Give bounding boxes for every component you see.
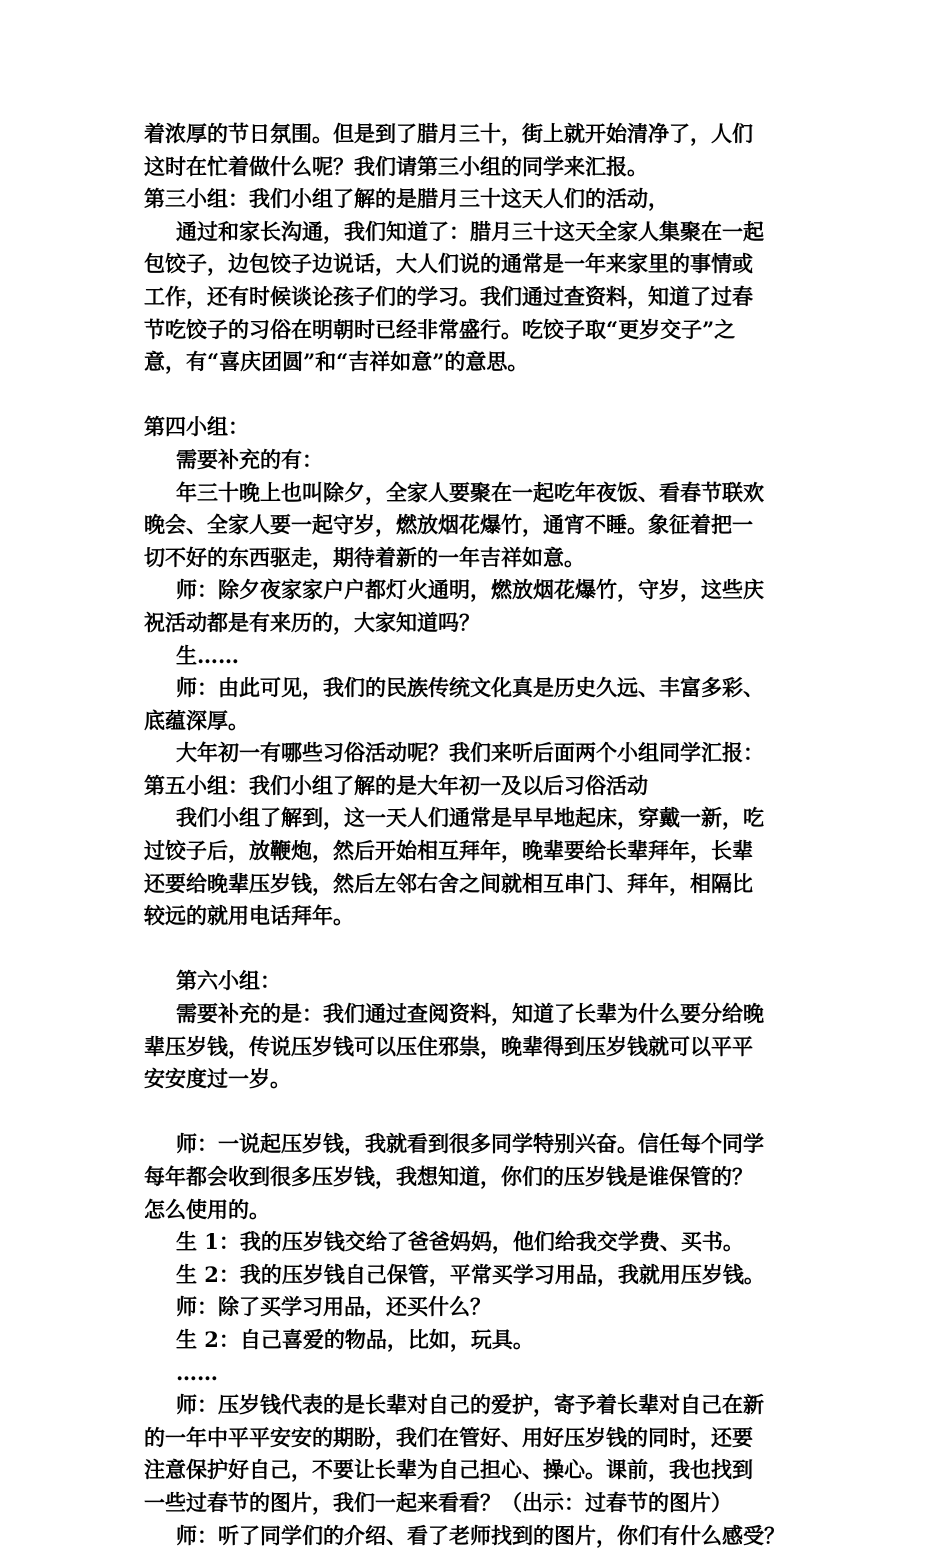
text-line: 这时在忙着做什么呢？我们请第三小组的同学来汇报。 xyxy=(144,153,648,179)
text-line: 我们小组了解到，这一天人们通常是早早地起床，穿戴一新，吃 xyxy=(176,805,764,831)
text-line: 过饺子后，放鞭炮，然后开始相互拜年，晚辈要给长辈拜年，长辈 xyxy=(144,838,753,864)
teacher-line: 师：一说起压岁钱，我就看到很多同学特别兴奋。信任每个同学 xyxy=(176,1131,764,1157)
teacher-line: 师：除夕夜家家户户都灯火通明，燃放烟花爆竹，守岁，这些庆 xyxy=(176,577,764,603)
paragraph-gap xyxy=(144,1096,824,1129)
student-line: 生 2：自己喜爱的物品，比如，玩具。 xyxy=(176,1326,534,1352)
text-line: 较远的就用电话拜年。 xyxy=(144,903,354,929)
text-line: 需要补充的有： xyxy=(176,446,323,472)
text-line: 注意保护好自己，不要让长辈为自己担心、操心。课前，我也找到 xyxy=(144,1457,753,1483)
group-5-heading: 第五小组：我们小组了解的是大年初一及以后习俗活动 xyxy=(144,772,648,798)
text-line: 包饺子，边包饺子边说话，大人们说的通常是一年来家里的事情或 xyxy=(144,251,753,277)
text-line: 每年都会收到很多压岁钱，我想知道，你们的压岁钱是谁保管的？ xyxy=(144,1164,753,1189)
text-line: 工作，还有时候谈论孩子们的学习。我们通过查资料，知道了过春 xyxy=(144,283,753,309)
ellipsis-line: …… xyxy=(176,1359,218,1385)
text-line: 需要补充的是：我们通过查阅资料，知道了长辈为什么要分给晚 xyxy=(176,1001,764,1027)
student-line: 生 2：我的压岁钱自己保管，平常买学习用品，我就用压岁钱。 xyxy=(176,1261,765,1287)
text-line: 祝活动都是有来历的，大家知道吗？ xyxy=(144,609,480,635)
student-line: 生…… xyxy=(176,642,239,668)
teacher-line: 师：压岁钱代表的是长辈对自己的爱护，寄予着长辈对自己在新 xyxy=(176,1392,764,1418)
teacher-line: 师：由此可见，我们的民族传统文化真是历史久远、丰富多彩、 xyxy=(176,675,764,701)
group-6-heading: 第六小组： xyxy=(176,968,281,994)
text-line: 切不好的东西驱走，期待着新的一年吉祥如意。 xyxy=(144,544,585,570)
text-line: 怎么使用的。 xyxy=(144,1196,270,1222)
group-3-heading: 第三小组：我们小组了解的是腊月三十这天人们的活动， xyxy=(144,186,669,212)
paragraph-gap xyxy=(144,379,824,412)
text-line: 晚会、全家人要一起守岁，燃放烟花爆竹，通宵不睡。象征着把一 xyxy=(144,512,753,538)
text-line: 辈压岁钱，传说压岁钱可以压住邪祟，晚辈得到压岁钱就可以平平 xyxy=(144,1033,753,1059)
text-line: 节吃饺子的习俗在明朝时已经非常盛行。吃饺子取“更岁交子”之 xyxy=(144,316,736,342)
text-line: 一些过春节的图片，我们一起来看看？（出示：过春节的图片） xyxy=(144,1489,732,1515)
text-line: 安安度过一岁。 xyxy=(144,1066,291,1092)
teacher-line: 师：听了同学们的介绍、看了老师找到的图片，你们有什么感受？ xyxy=(176,1522,785,1548)
text-line: 意，有“喜庆团圆”和“吉祥如意”的意思。 xyxy=(144,349,529,375)
text-line: 着浓厚的节日氛围。但是到了腊月三十，街上就开始清净了，人们 xyxy=(144,121,753,146)
text-line: 底蕴深厚。 xyxy=(144,707,249,733)
text-line: 还要给晚辈压岁钱，然后左邻右舍之间就相互串门、拜年，相隔比 xyxy=(144,870,753,896)
text-line: 通过和家长沟通，我们知道了：腊月三十这天全家人集聚在一起 xyxy=(176,218,764,244)
text-line: 大年初一有哪些习俗活动呢？我们来听后面两个小组同学汇报： xyxy=(176,740,764,766)
teacher-line: 师：除了买学习用品，还买什么？ xyxy=(176,1294,491,1320)
text-line: 年三十晚上也叫除夕，全家人要聚在一起吃年夜饭、看春节联欢 xyxy=(176,479,764,505)
group-4-heading: 第四小组： xyxy=(144,414,249,440)
paragraph-gap xyxy=(144,933,824,966)
document-body xyxy=(144,118,824,1552)
text-line: 的一年中平平安安的期盼，我们在管好、用好压岁钱的同时，还要 xyxy=(144,1424,753,1450)
student-line: 生 1：我的压岁钱交给了爸爸妈妈，他们给我交学费、买书。 xyxy=(176,1229,744,1255)
